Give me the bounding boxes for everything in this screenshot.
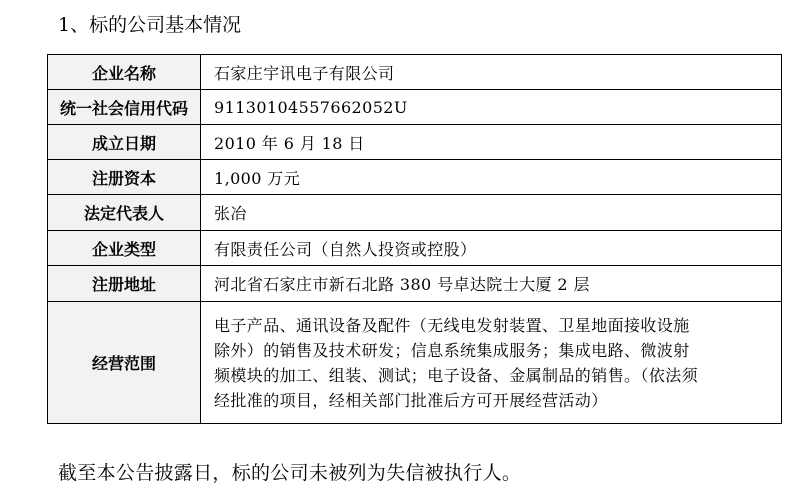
business-scope-line: 频模块的加工、组装、测试；电子设备、金属制品的销售。（依法须 [214,365,699,385]
table-row [48,160,782,195]
row-value-registered-address: 河北省石家庄市新石北路 380 号卓达院士大厦 2 层 [201,266,782,302]
table-row [48,125,782,160]
row-value-credit-code: 91130104557662052U [201,90,782,125]
row-value-registered-capital: 1,000 万元 [201,160,782,195]
business-scope-line: 除外）的销售及技术研发；信息系统集成服务；集成电路、微波射 [214,340,690,360]
row-label-credit-code: 统一社会信用代码 [48,90,201,125]
company-info-table [47,54,782,424]
row-value-business-scope [201,302,782,424]
row-label-company-type: 企业类型 [48,231,201,266]
business-scope-line: 电子产品、通讯设备及配件（无线电发射装置、卫星地面接收设施 [214,315,690,335]
table-row [48,90,782,125]
row-label-established-date: 成立日期 [48,125,201,160]
row-value-company-name: 石家庄宇讯电子有限公司 [201,55,782,90]
row-label-company-name: 企业名称 [48,55,201,90]
row-label-legal-representative: 法定代表人 [48,195,201,231]
footer-note: 截至本公告披露日，标的公司未被列为失信被执行人。 [58,462,522,484]
row-value-established-date: 2010 年 6 月 18 日 [201,125,782,160]
table-row [48,266,782,302]
row-label-registered-address: 注册地址 [48,266,201,302]
row-label-business-scope: 经营范围 [48,302,201,424]
business-scope-line: 经批准的项目，经相关部门批准后方可开展经营活动） [214,390,608,410]
row-value-legal-representative: 张冶 [201,195,782,231]
section-heading: 1、标的公司基本情况 [58,14,242,36]
table-row [48,195,782,231]
table-row [48,231,782,266]
table-row [48,55,782,90]
row-label-registered-capital: 注册资本 [48,160,201,195]
table-row [48,302,782,424]
row-value-company-type: 有限责任公司（自然人投资或控股） [201,231,782,266]
